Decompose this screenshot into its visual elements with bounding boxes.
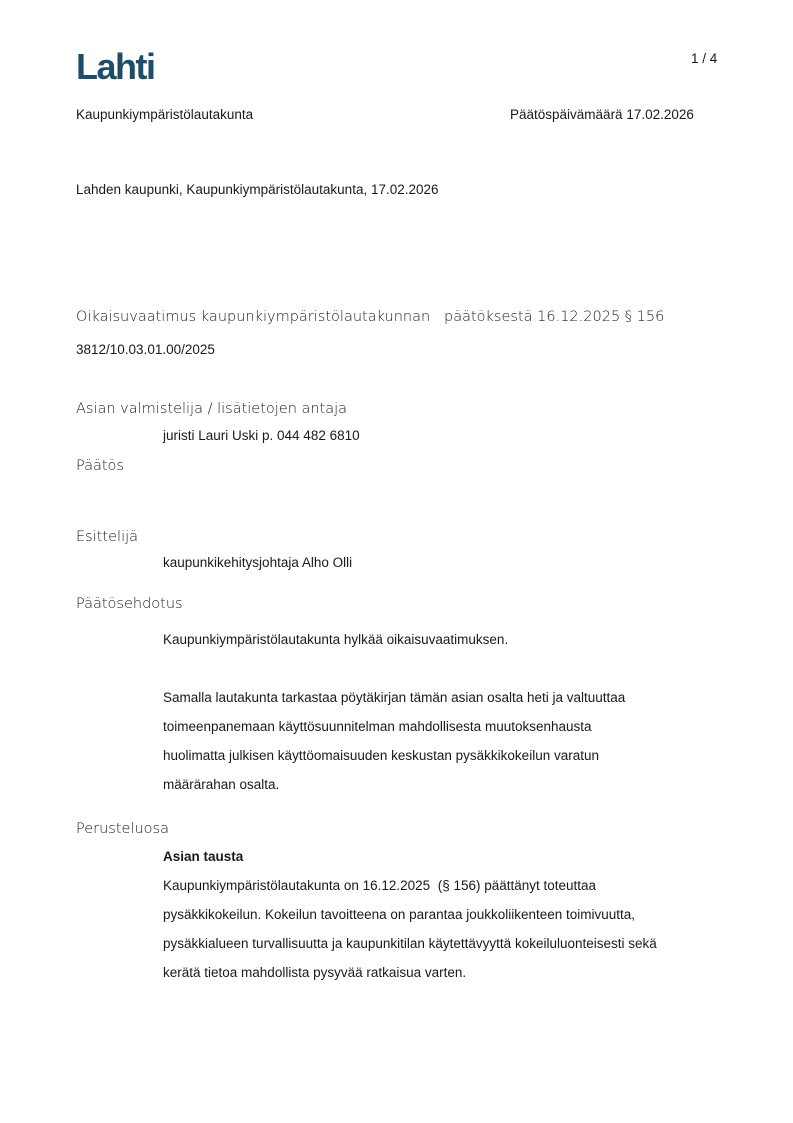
- preparer: juristi Lauri Uski p. 044 482 6810: [163, 428, 360, 443]
- proposal-paragraph-2: [163, 683, 723, 799]
- preparer-heading: Asian valmistelija / lisätietojen antaja: [76, 401, 348, 417]
- presenter: kaupunkikehitysjohtaja Alho Olli: [163, 555, 353, 570]
- lahti-logo: [76, 46, 168, 82]
- presenter-heading: Esittelijä: [76, 529, 139, 545]
- proposal-heading: Päätösehdotus: [76, 596, 183, 612]
- board-name: Kaupunkiympäristölautakunta: [76, 107, 254, 122]
- decision-heading: Päätös: [76, 458, 124, 474]
- page-number: 1 / 4: [691, 51, 718, 66]
- case-title: Oikaisuvaatimus kaupunkiympäristölautakunnan päätöksestä 16.12.2025 § 156: [76, 309, 665, 325]
- meta-line: Lahden kaupunki, Kaupunkiympäristölautakunta, 17.02.2026: [76, 182, 439, 197]
- diary-number: 3812/10.03.01.00/2025: [76, 342, 215, 357]
- background-line: kerätä tietoa mahdollista pysyvää ratkaisua varten.: [163, 965, 467, 980]
- decision-date: Päätöspäivämäärä 17.02.2026: [510, 107, 694, 122]
- proposal-paragraph-1: Kaupunkiympäristölautakunta hylkää oikaisuvaatimuksen.: [163, 632, 509, 647]
- basis-heading: Perusteluosa: [76, 821, 169, 837]
- background-line: Kaupunkiympäristölautakunta on 16.12.2025 (§ 156) päättänyt toteuttaa: [163, 878, 597, 893]
- proposal-line: määrärahan osalta.: [163, 777, 280, 792]
- lahti-logo-text: Lahti: [76, 46, 155, 82]
- background-line: pysäkkikokeilun. Kokeilun tavoitteena on parantaa joukkoliikenteen toimivuutta,: [163, 907, 636, 922]
- background-line: pysäkkialueen turvallisuutta ja kaupunkitilan käytettävyyttä kokeiluluonteisesti sekä: [163, 936, 657, 951]
- background-heading: Asian tausta: [163, 849, 244, 864]
- proposal-line: Samalla lautakunta tarkastaa pöytäkirjan tämän asian osalta heti ja valtuuttaa: [163, 690, 626, 705]
- proposal-line: huolimatta julkisen käyttöomaisuuden keskustan pysäkkikokeilun varatun: [163, 748, 599, 763]
- background-paragraph: [163, 871, 743, 987]
- proposal-line: toimeenpanemaan käyttösuunnitelman mahdollisesta muutoksenhausta: [163, 719, 592, 734]
